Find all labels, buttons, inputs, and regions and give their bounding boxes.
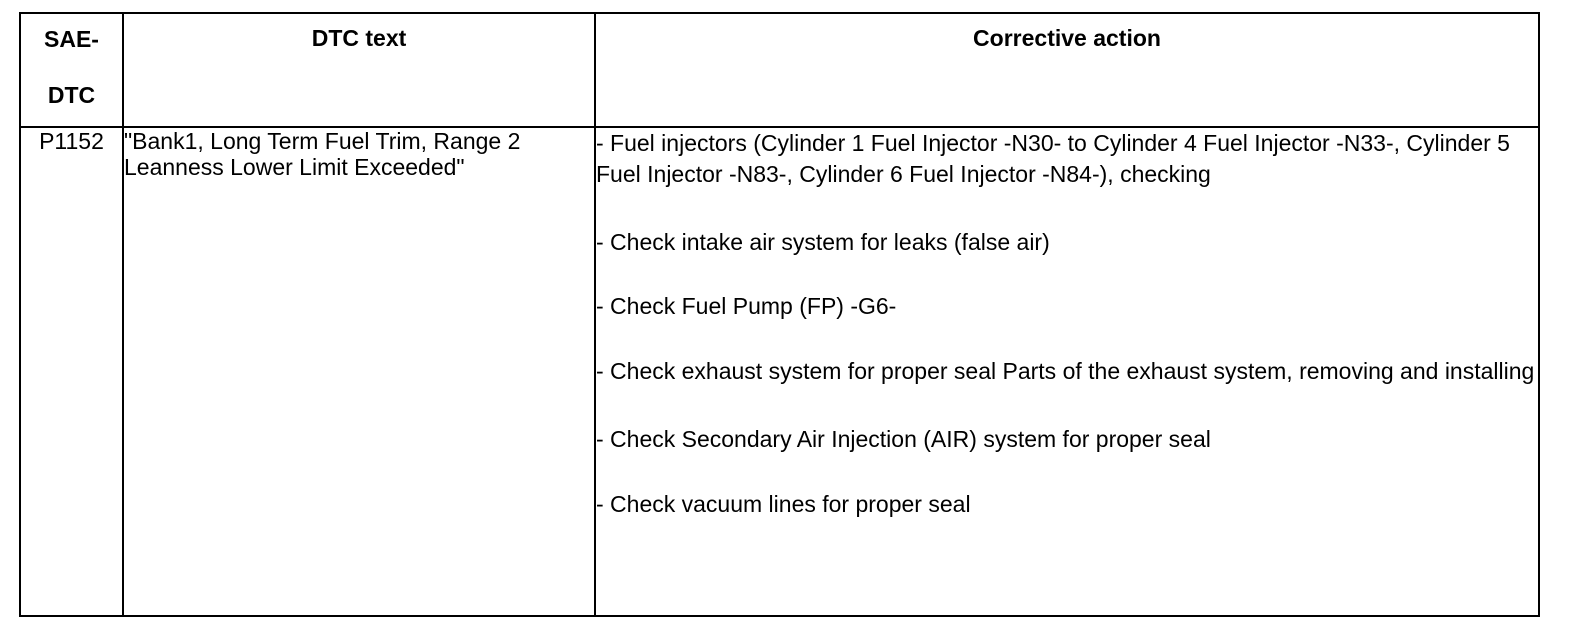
dtc-table xyxy=(19,12,1540,617)
table-row xyxy=(20,127,1539,616)
corrective-action-cell xyxy=(595,127,1539,616)
header-sae-line1: SAE- xyxy=(44,26,99,52)
action-item: - Check intake air system for leaks (false air) xyxy=(596,229,1050,255)
header-dtc-text xyxy=(123,13,595,127)
header-dtc-text-label: DTC text xyxy=(311,25,407,51)
action-item: - Check Secondary Air Injection (AIR) system for proper seal xyxy=(596,426,1211,452)
dtc-description: "Bank1, Long Term Fuel Trim, Range 2 Leanness Lower Limit Exceeded" xyxy=(124,128,521,180)
header-sae-dtc xyxy=(20,13,123,127)
header-corrective-action xyxy=(595,13,1539,127)
dtc-code: P1152 xyxy=(39,128,104,154)
action-item: - Check exhaust system for proper seal Parts of the exhaust system, removing and installing xyxy=(596,358,1535,384)
header-sae-line2: DTC xyxy=(47,82,96,108)
header-row xyxy=(20,13,1539,127)
action-item: - Check Fuel Pump (FP) -G6- xyxy=(596,293,897,319)
action-item: - Check vacuum lines for proper seal xyxy=(596,491,971,517)
dtc-description-cell xyxy=(123,127,595,616)
header-corrective-action-label: Corrective action xyxy=(973,25,1161,51)
action-item: - Fuel injectors (Cylinder 1 Fuel Injector -N30- to Cylinder 4 Fuel Injector -N33-, Cylinder 5 Fuel Injector -N83-, Cylinder 6 Fuel Injector -N84-), checking xyxy=(596,130,1510,187)
dtc-code-cell xyxy=(20,127,123,616)
